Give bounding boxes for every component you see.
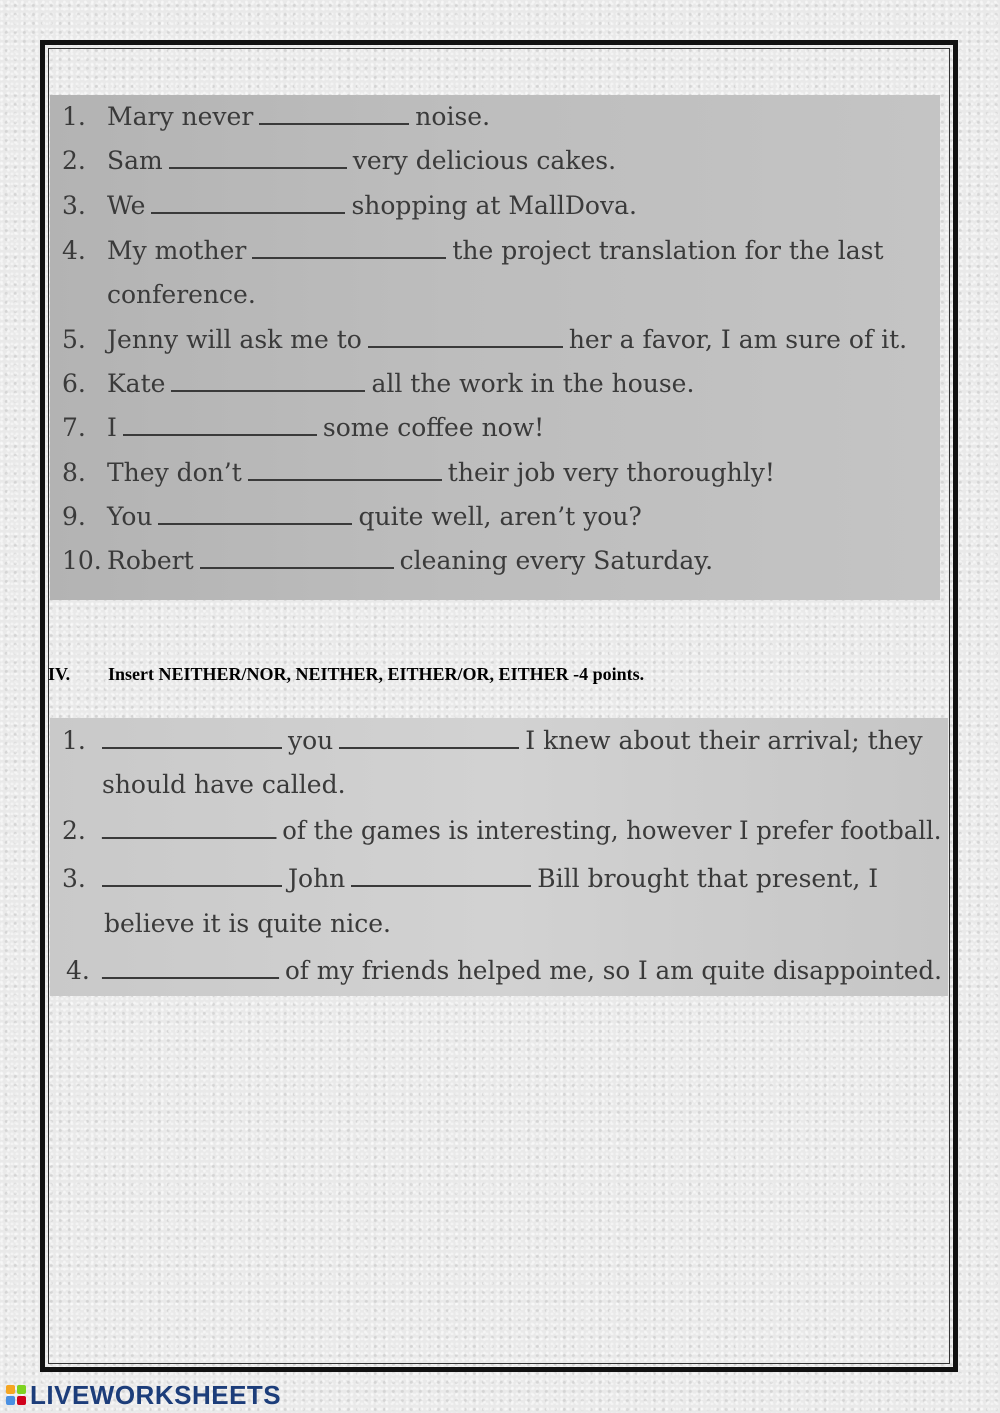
sentence-text: cleaning every Saturday. [399,546,714,575]
sentence-text: I knew about their arrival; they [525,726,923,755]
sentence-text: of the games is interesting, however I prefer football. [282,816,942,845]
sentence-text: You [107,502,153,531]
sentence-text: of my friends helped me, so I am quite disappointed. [284,956,942,985]
sentence-1 [107,102,490,132]
sentence-2 [107,146,616,176]
item-number: 3. [62,864,86,893]
logo-square [17,1385,26,1394]
blank-2[interactable] [169,149,347,169]
blank-1a[interactable] [102,729,282,749]
sentence-9 [107,502,642,532]
item-number: 4. [66,956,90,985]
sentence-text: shopping at MallDova. [351,191,637,220]
sentence-text: Robert [107,546,194,575]
item-number: 5. [62,325,86,354]
blank-1b[interactable] [339,729,519,749]
item-number: 8. [62,458,86,487]
sentence-text: quite well, aren’t you? [358,502,642,531]
sentence-text: Mary never [107,102,254,131]
sentence-text: Jenny will ask me to [107,325,362,354]
sentence-4 [107,236,884,266]
sentence-text: all the work in the house. [371,369,695,398]
sentence-text: Bill brought that present, I [537,864,879,893]
logo-square [17,1396,26,1405]
item-number: 2. [62,146,86,175]
sentence-text: you [288,726,334,755]
item-number: 4. [62,236,86,265]
item-number: 6. [62,369,86,398]
neither-sentence-4 [98,956,942,986]
sentence-text: Sam [107,146,163,175]
sentence-text: John [288,864,346,893]
sentence-text: their job very thoroughly! [447,458,775,487]
blank-10[interactable] [200,549,394,569]
sentence-4-continued: conference. [107,280,256,309]
sentence-text: her a favor, I am sure of it. [568,325,908,354]
item-number: 10. [62,546,102,575]
logo-icon [6,1385,26,1405]
neither-sentence-3-continued: believe it is quite nice. [104,909,391,938]
neither-sentence-1 [98,726,923,756]
blank-3[interactable] [151,194,345,214]
item-number: 3. [62,191,86,220]
sentence-text: I [107,413,117,442]
sentence-text: some coffee now! [322,413,545,442]
blank-3b[interactable] [351,867,531,887]
sentence-5 [107,325,907,355]
section-title: Insert NEITHER/NOR, NEITHER, EITHER/OR, EITHER -4 points. [108,664,645,684]
logo-square [6,1396,15,1405]
brand-name: LIVEWORKSHEETS [30,1379,282,1410]
sentence-7 [107,413,544,443]
neither-sentence-2 [98,816,941,846]
blank-2a[interactable] [102,819,277,839]
sentence-text: They don’t [107,458,242,487]
sentence-text: My mother [107,236,247,265]
section-number: IV. [48,664,71,684]
sentence-6 [107,369,694,399]
exercise-photo-2 [50,718,948,996]
sentence-text: Kate [107,369,166,398]
blank-9[interactable] [158,505,352,525]
blank-1[interactable] [259,105,409,125]
item-number: 9. [62,502,86,531]
blank-8[interactable] [248,461,442,481]
blank-4[interactable] [252,239,446,259]
sentence-text: the project translation for the last [452,236,884,265]
sentence-text: noise. [415,102,491,131]
neither-sentence-1-continued: should have called. [102,770,346,799]
blank-4a[interactable] [102,959,279,979]
blank-3a[interactable] [102,867,282,887]
sentence-10 [107,546,713,576]
section-heading [48,664,948,685]
blank-7[interactable] [123,416,317,436]
blank-5[interactable] [368,328,563,348]
item-number: 7. [62,413,86,442]
sentence-text: We [107,191,146,220]
sentence-8 [107,458,775,488]
blank-6[interactable] [171,372,365,392]
sentence-text: very delicious cakes. [352,146,617,175]
item-number: 1. [62,726,86,755]
item-number: 1. [62,102,86,131]
neither-sentence-3 [98,864,878,894]
footer-logo [6,1380,281,1410]
sentence-3 [107,191,637,221]
exercise-photo-1 [50,95,940,600]
item-number: 2. [62,816,86,845]
logo-square [6,1385,15,1394]
